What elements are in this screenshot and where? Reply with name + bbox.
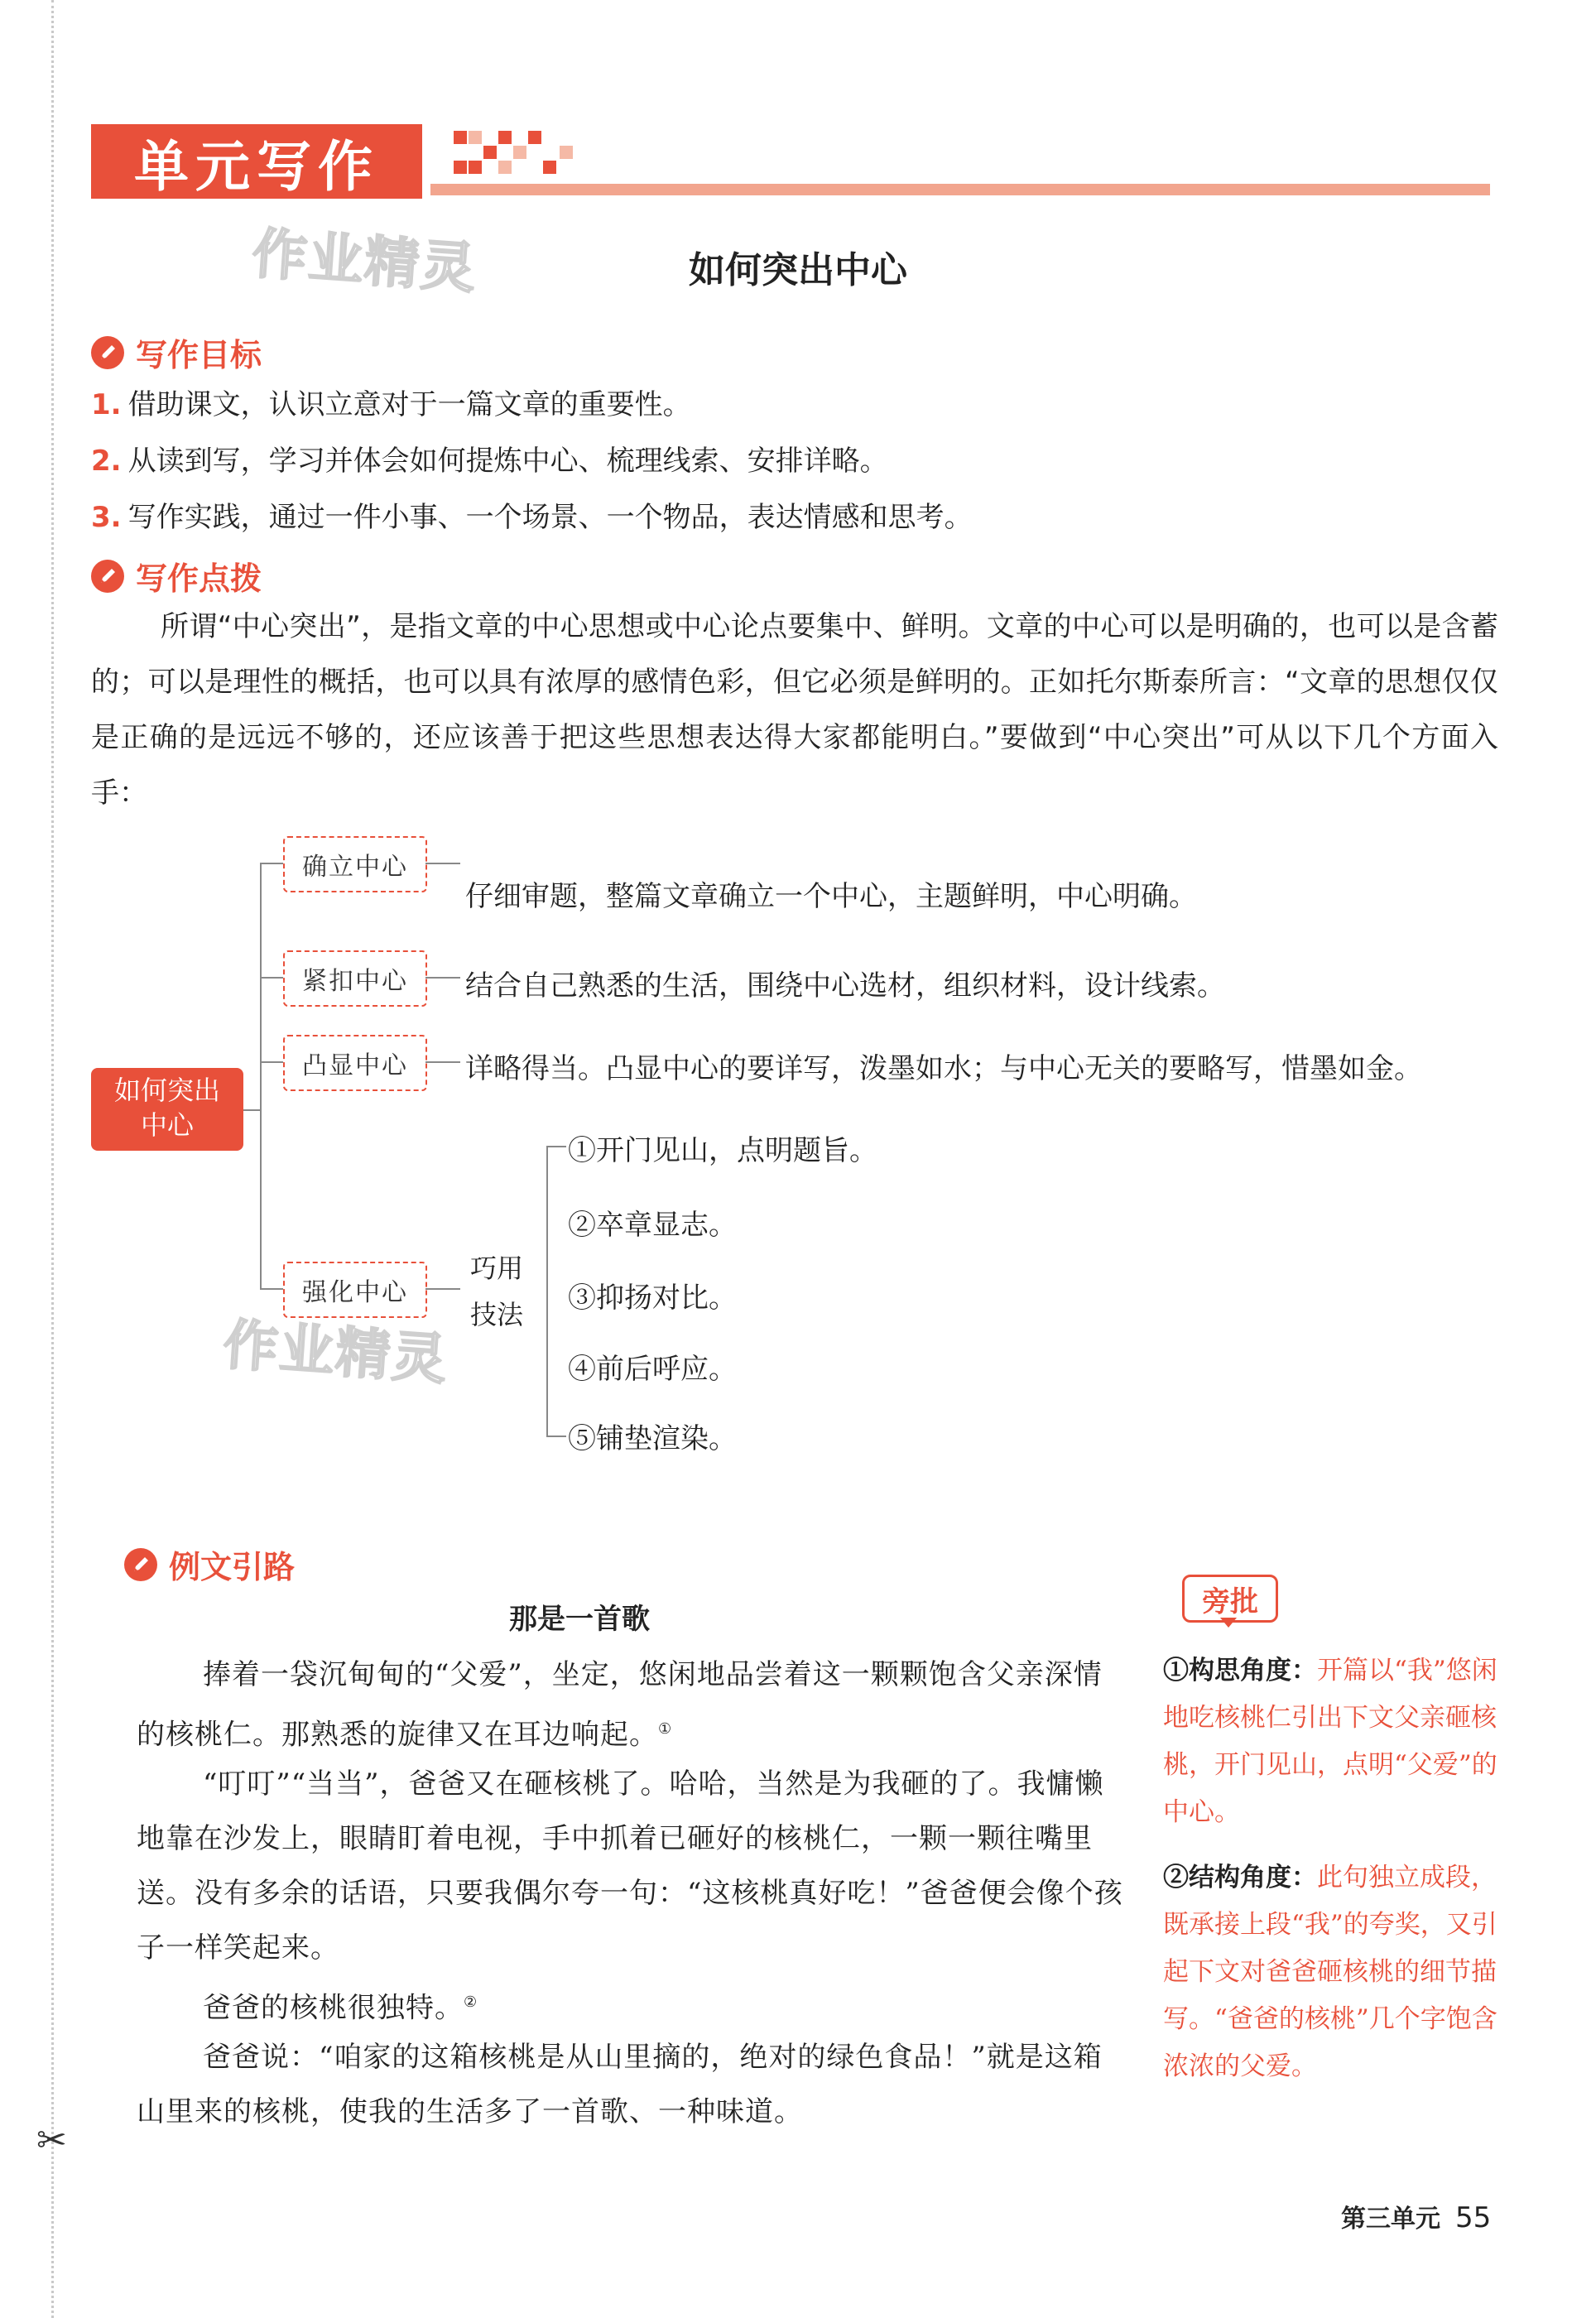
page-number: 55 [1455,2201,1492,2234]
unit-banner: 单元写作 [91,124,422,199]
pen-icon [124,1548,157,1581]
watermark: 作业精灵 [250,221,479,301]
goal-item: 3. 写作实践，通过一件小事、一个场景、一个物品，表达情感和思考。 [91,501,973,534]
page-title: 如何突出中心 [689,249,907,291]
scissors-icon: ✂ [36,2119,67,2162]
branch-label: 凸显中心 [283,1035,427,1091]
branch-text: 结合自己熟悉的生活，围绕中心选材，组织材料，设计线索。 [465,969,1225,1003]
skill-label: 巧用 技法 [470,1253,524,1330]
pen-icon [91,560,124,593]
section-heading-example [124,1541,295,1587]
technique-item: ③抑扬对比。 [568,1282,737,1315]
technique-item: ④前后呼应。 [568,1353,737,1386]
tips-heading-label: 写作点拨 [136,560,262,597]
page-footer [1341,2198,1491,2234]
branch-label: 紧扣中心 [283,950,427,1007]
example-title: 那是一首歌 [509,1603,650,1636]
mind-map-center: 如何突出 中心 [91,1068,243,1151]
pen-icon [91,336,124,369]
technique-item: ⑤铺垫渲染。 [568,1422,737,1455]
goal-item: 1. 借助课文，认识立意对于一篇文章的重要性。 [91,388,691,421]
banner-rule [430,184,1490,195]
example-paragraph: 爸爸的核桃很独特。② [203,1991,478,2025]
margin-note-tag: 旁批 [1182,1575,1278,1623]
tips-paragraph: 所谓“中心突出”，是指文章的中心思想或中心论点要集中、鲜明。文章的中心可以是明确的，也可以是含蓄的；可以是理性的概括，也可以具有浓厚的感情色彩，但它必须是鲜明的。正如托尔斯泰所言：“文章的思想仅仅是正确的是远远不够的，还应该善于把这些思想表达得大家都能明白。”要做到“中心突出”可从以下几个方面入手： [91,610,1498,810]
example-paragraph: 爸爸说：“咱家的这箱核桃是从山里摘的，绝对的绿色食品！”就是这箱山里来的核桃，使我的生活多了一首歌、一种味道。 [137,2041,1103,2128]
connector [243,1109,260,1111]
goal-item: 2. 从读到写，学习并体会如何提炼中心、梳理线索、安排详略。 [91,445,888,478]
example-paragraph: 捧着一袋沉甸甸的“父爱”，坐定，悠闲地品尝着这一颗颗饱含父亲深情的核桃仁。那熟悉的旋律又在耳边响起。① [137,1658,1103,1752]
margin-note: ②结构角度：此句独立成段，既承接上段“我”的夸奖，又引起下文对爸爸砸核桃的细节描写。“爸爸的核桃”几个字饱含浓浓的父爱。 [1163,1863,1497,2081]
brace-line [260,863,262,1288]
section-heading-tips [91,553,262,599]
technique-item: ①开门见山，点明题旨。 [568,1134,877,1167]
watermark: 作业精灵 [221,1312,450,1392]
tag-pointer [1220,1618,1237,1628]
cut-line [51,0,54,2318]
section-heading-goals [91,329,262,375]
branch-text: 详略得当。凸显中心的要详写，泼墨如水；与中心无关的要略写，惜墨如金。 [465,1052,1422,1085]
technique-item: ②卒章显志。 [568,1209,737,1242]
example-paragraph: “叮叮”“当当”，爸爸又在砸核桃了。哈哈，当然是为我砸的了。我慵懒地靠在沙发上，眼睛盯着电视，手中抓着已砸好的核桃仁，一颗一颗往嘴里送。没有多余的话语，只要我偶尔夸一句：“这核桃真好吃！”爸爸便会像个孩子一样笑起来。 [137,1767,1123,1965]
branch-text: 仔细审题，整篇文章确立一个中心，主题鲜明，中心明确。 [465,880,1197,913]
goals-heading-label: 写作目标 [136,337,262,373]
example-heading-label: 例文引路 [169,1549,296,1585]
unit-label: 第三单元 [1341,2205,1440,2234]
branch-label: 确立中心 [283,836,427,892]
branch-label: 强化中心 [283,1262,427,1318]
margin-note: ①构思角度：开篇以“我”悠闲地吃核桃仁引出下文父亲砸核桃，开门见山，点明“父爱”的中心。 [1163,1656,1497,1827]
